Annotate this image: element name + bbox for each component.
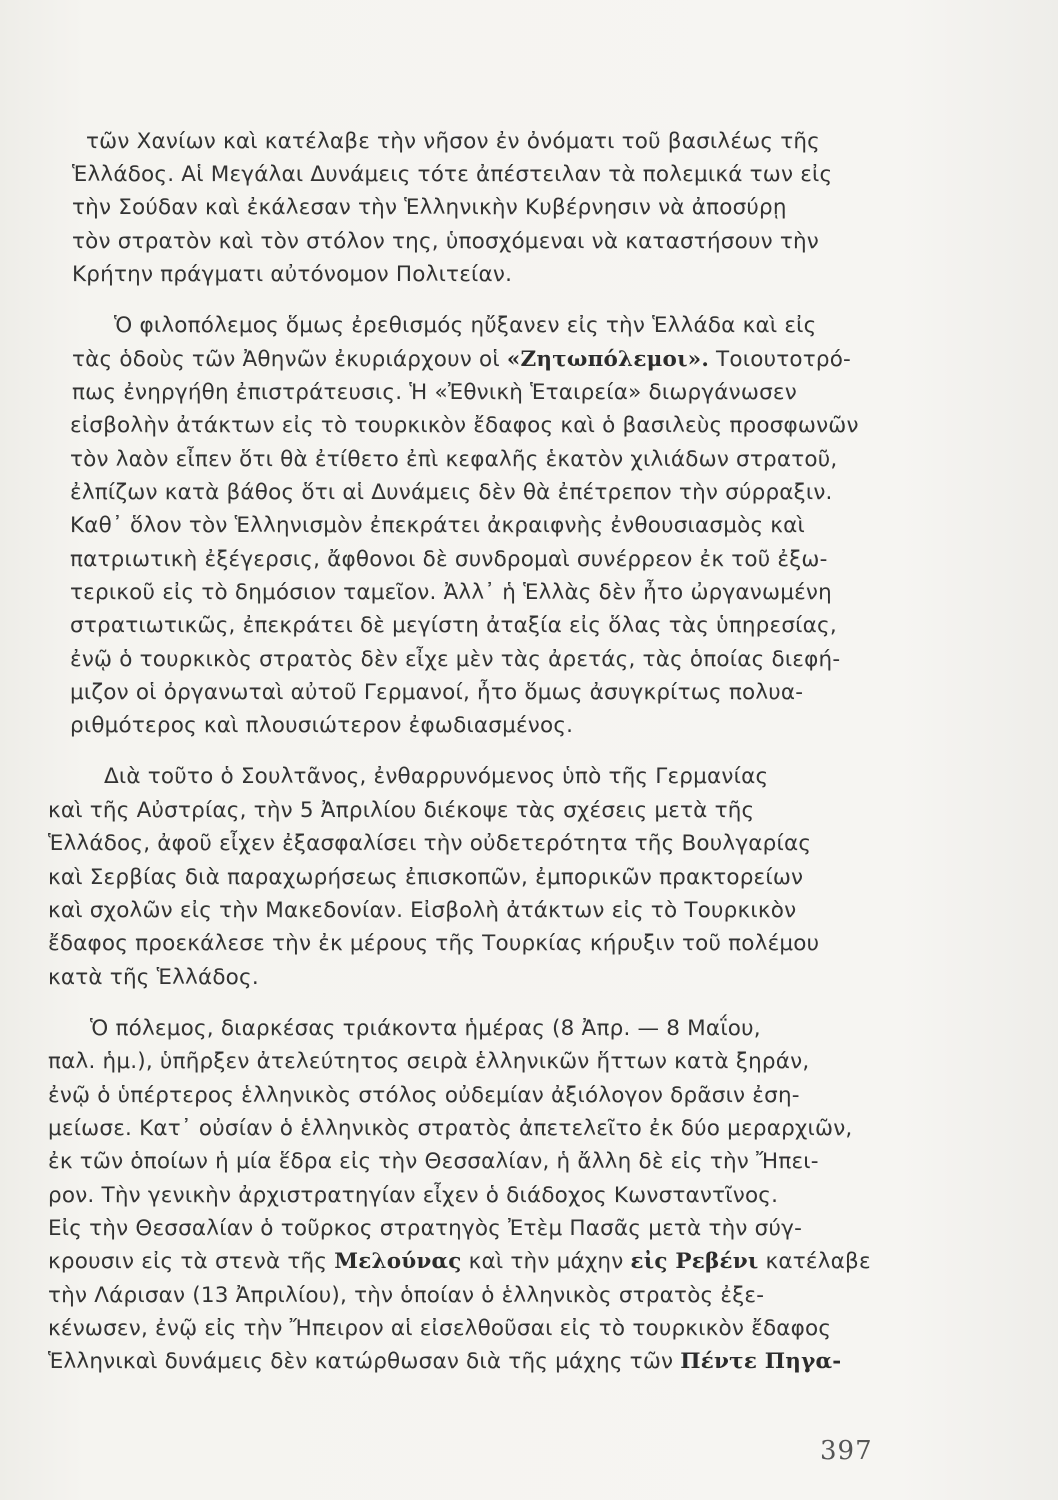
emphasis-term: Πέντε Πηγα- bbox=[680, 1349, 842, 1374]
text-line: καὶ Σερβίας διὰ παραχωρήσεως ἐπισκοπῶν, ἐμπορικῶν πρακτορείων bbox=[48, 865, 804, 890]
text-segment: κρουσιν εἰς τὰ στενὰ τῆς bbox=[48, 1249, 328, 1274]
text-line: τὸν λαὸν εἶπεν ὅτι θὰ ἐτίθετο ἐπὶ κεφαλῆς ἑκατὸν χιλιάδων στρατοῦ, bbox=[70, 447, 838, 472]
text-line: στρατιωτικῶς, ἐπεκράτει δὲ μεγίστη ἀταξία εἰς ὅλας τὰς ὑπηρεσίας, bbox=[70, 613, 837, 638]
text-line: εἰσβολὴν ἀτάκτων εἰς τὸ τουρκικὸν ἔδαφος καὶ ὁ βασιλεὺς προσφωνῶν bbox=[70, 413, 859, 438]
emphasis-term: Μελούνας bbox=[334, 1249, 462, 1274]
text-line: Ἑλλάδος, ἀφοῦ εἶχεν ἐξασφαλίσει τὴν οὐδετερότητα τῆς Βουλγαρίας bbox=[48, 831, 812, 856]
emphasis-term: «Ζητωπόλεμοι». bbox=[506, 347, 710, 372]
text-line: μείωσε. Κατ᾽ οὐσίαν ὁ ἑλληνικὸς στρατὸς ἀπετελεῖτο ἐκ δύο μεραρχιῶν, bbox=[48, 1116, 853, 1141]
text-line: ρον. Τὴν γενικὴν ἀρχιστρατηγίαν εἶχεν ὁ διάδοχος Κωνσταντῖνος. bbox=[48, 1183, 779, 1208]
text-line: ἐνῷ ὁ ὑπέρτερος ἑλληνικὸς στόλος οὐδεμίαν ἀξιόλογον δρᾶσιν ἐση- bbox=[48, 1083, 800, 1108]
text-segment: τὰς ὁδοὺς τῶν Ἀθηνῶν ἐκυριάρχουν οἱ bbox=[72, 347, 500, 372]
text-line: ἐνῷ ὁ τουρκικὸς στρατὸς δὲν εἶχε μὲν τὰς ἀρετάς, τὰς ὁποίας διεφή- bbox=[70, 647, 841, 672]
text-line: καὶ σχολῶν εἰς τὴν Μακεδονίαν. Εἰσβολὴ ἀτάκτων εἰς τὸ Τουρκικὸν bbox=[48, 898, 797, 923]
text-line: Ἑλλάδος. Αἱ Μεγάλαι Δυνάμεις τότε ἀπέστειλαν τὰ πολεμικά των εἰς bbox=[72, 162, 833, 187]
text-line: Ὁ φιλοπόλεμος ὅμως ἐρεθισμός ηὔξανεν εἰς τὴν Ἑλλάδα καὶ εἰς bbox=[114, 313, 817, 338]
text-line: πατριωτικὴ ἐξέγερσις, ἄφθονοι δὲ συνδρομαὶ συνέρρεον ἐκ τοῦ ἐξω- bbox=[70, 547, 828, 572]
text-segment: Ἑλληνικαὶ δυνάμεις δὲν κατώρθωσαν διὰ τῆς μάχης τῶν bbox=[48, 1349, 674, 1374]
text-line: ἐκ τῶν ὁποίων ἡ μία ἕδρα εἰς τὴν Θεσσαλίαν, ἡ ἄλλη δὲ εἰς τὴν Ἤπει- bbox=[48, 1149, 819, 1174]
text-line bbox=[72, 346, 851, 374]
text-line: τῶν Χανίων καὶ κατέλαβε τὴν νῆσον ἐν ὀνόματι τοῦ βασιλέως τῆς bbox=[86, 129, 820, 154]
text-line: τὴν Σούδαν καὶ ἐκάλεσαν τὴν Ἑλληνικὴν Κυβέρνησιν νὰ ἀποσύρῃ bbox=[72, 195, 787, 220]
text-line: πως ἐνηργήθη ἐπιστράτευσις. Ἡ «Ἐθνικὴ Ἑταιρεία» διωργάνωσεν bbox=[72, 380, 797, 405]
text-segment: καὶ τὴν μάχην bbox=[461, 1249, 631, 1274]
text-line: Διὰ τοῦτο ὁ Σουλτᾶνος, ἐνθαρρυνόμενος ὑπὸ τῆς Γερμανίας bbox=[104, 764, 769, 789]
text-line: ἔδαφος προεκάλεσε τὴν ἐκ μέρους τῆς Τουρκίας κήρυξιν τοῦ πολέμου bbox=[48, 931, 820, 956]
text-line: τὴν Λάρισαν (13 Ἀπριλίου), τὴν ὁποίαν ὁ ἑλληνικὸς στρατὸς ἐξε- bbox=[48, 1283, 765, 1308]
text-segment: Τοιουτοτρό- bbox=[709, 347, 852, 372]
page-number: 397 bbox=[820, 1436, 873, 1466]
text-line: κένωσεν, ἐνῷ εἰς τὴν Ἤπειρον αἱ εἰσελθοῦσαι εἰς τὸ τουρκικὸν ἔδαφος bbox=[48, 1316, 832, 1341]
text-line bbox=[48, 1348, 841, 1376]
text-line: Κρήτην πράγματι αὐτόνομον Πολιτείαν. bbox=[72, 262, 513, 287]
text-line: τερικοῦ εἰς τὸ δημόσιον ταμεῖον. Ἀλλ᾽ ἡ Ἑλλὰς δὲν ἦτο ὠργανωμένη bbox=[70, 580, 832, 605]
emphasis-term: εἰς Ρεβένι bbox=[630, 1249, 759, 1274]
text-line: ἐλπίζων κατὰ βάθος ὅτι αἱ Δυνάμεις δὲν θὰ ἐπέτρεπον τὴν σύρραξιν. bbox=[70, 480, 833, 505]
text-line: Καθ᾽ ὅλον τὸν Ἑλληνισμὸν ἐπεκράτει ἀκραιφνὴς ἐνθουσιασμὸς καὶ bbox=[70, 513, 806, 538]
text-line: καὶ τῆς Αὐστρίας, τὴν 5 Ἀπριλίου διέκοψε τὰς σχέσεις μετὰ τῆς bbox=[48, 798, 755, 823]
text-line: τὸν στρατὸν καὶ τὸν στόλον της, ὑποσχόμεναι νὰ καταστήσουν τὴν bbox=[72, 229, 820, 254]
text-line: κατὰ τῆς Ἑλλάδος. bbox=[48, 965, 259, 990]
text-line bbox=[48, 1248, 871, 1276]
text-segment: κατέλαβε bbox=[758, 1249, 871, 1274]
text-line: ριθμότερος καὶ πλουσιώτερον ἐφωδιασμένος. bbox=[70, 713, 574, 738]
text-line: Εἰς τὴν Θεσσαλίαν ὁ τοῦρκος στρατηγὸς Ἐτὲμ Πασᾶς μετὰ τὴν σύγ- bbox=[48, 1216, 803, 1241]
text-line: παλ. ἡμ.), ὑπῆρξεν ἀτελεύτητος σειρὰ ἑλληνικῶν ἥττων κατὰ ξηράν, bbox=[48, 1049, 810, 1074]
text-line: Ὁ πόλεμος, διαρκέσας τριάκοντα ἡμέρας (8 Ἀπρ. — 8 Μαΐου, bbox=[90, 1016, 761, 1041]
text-line: μιζον οἱ ὀργανωταὶ αὐτοῦ Γερμανοί, ἦτο ὅμως ἀσυγκρίτως πολυα- bbox=[70, 680, 804, 705]
